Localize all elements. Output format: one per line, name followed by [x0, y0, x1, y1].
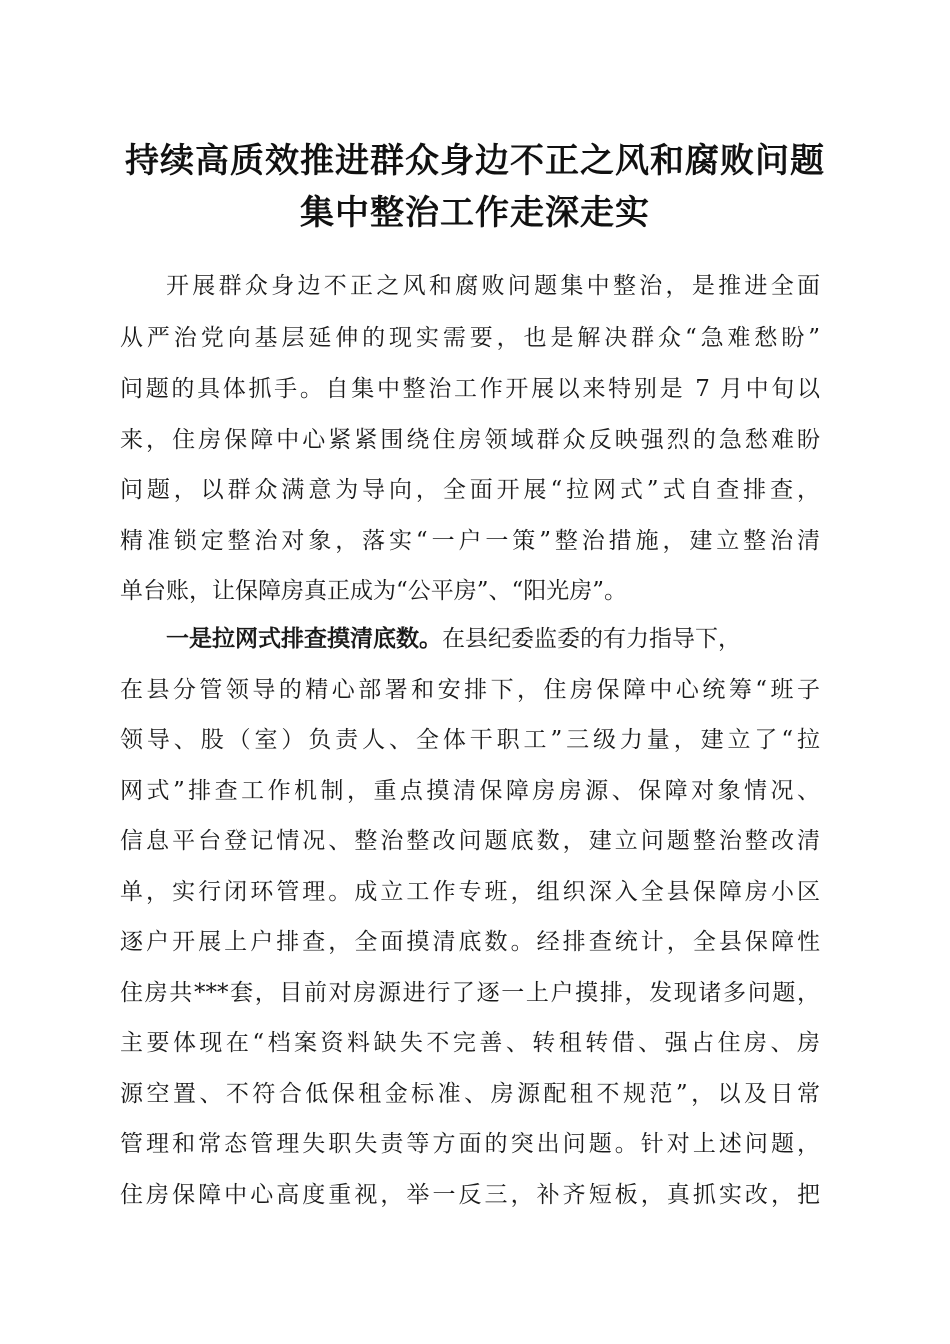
paragraph-2-first-text: 在县纪委监委的有力指导下， — [442, 626, 741, 652]
paragraph-2-line: 信息平台登记情况、整治整改问题底数，建立问题整治整改清 — [120, 828, 820, 854]
paragraph-1-line: 问题的具体抓手。自集中整治工作开展以来特别是 7 月中旬以 — [120, 376, 820, 402]
paragraph-2-line: 领导、股（室）负责人、全体干职工”三级力量，建立了“拉 — [120, 727, 820, 753]
paragraph-1-line: 来，住房保障中心紧紧围绕住房领域群众反映强烈的急愁难盼 — [120, 427, 820, 453]
paragraph-1-line: 单台账，让保障房真正成为“公平房”、“阳光房”。 — [120, 578, 628, 604]
paragraph-1-line: 从严治党向基层延伸的现实需要，也是解决群众“急难愁盼” — [120, 325, 820, 351]
paragraph-1-line: 问题，以群众满意为导向，全面开展“拉网式”式自查排查， — [120, 477, 820, 503]
paragraph-2-line: 管理和常态管理失职失责等方面的突出问题。针对上述问题， — [120, 1131, 820, 1157]
paragraph-2-heading: 一是拉网式排查摸清底数。 — [166, 625, 442, 652]
paragraph-1-line: 精准锁定整治对象，落实“一户一策”整治措施，建立整治清 — [120, 528, 820, 554]
paragraph-2-line: 逐户开展上户排查，全面摸清底数。经排查统计，全县保障性 — [120, 929, 820, 955]
paragraph-2-first-line — [166, 624, 741, 654]
paragraph-1-line: 开展群众身边不正之风和腐败问题集中整治，是推进全面 — [166, 273, 820, 299]
paragraph-2-line: 源空置、不符合低保租金标准、房源配租不规范”，以及日常 — [120, 1081, 820, 1107]
document-title-line-2: 集中整治工作走深走实 — [300, 193, 650, 233]
document-title-line-1: 持续高质效推进群众身边不正之风和腐败问题 — [125, 141, 825, 181]
paragraph-2-line: 住房共***套，目前对房源进行了逐一上户摸排，发现诸多问题， — [120, 980, 820, 1006]
paragraph-2-line: 网式”排查工作机制，重点摸清保障房房源、保障对象情况、 — [120, 778, 820, 804]
paragraph-2-line: 单，实行闭环管理。成立工作专班，组织深入全县保障房小区 — [120, 879, 820, 905]
paragraph-2-line: 主要体现在“档案资料缺失不完善、转租转借、强占住房、房 — [120, 1030, 820, 1056]
paragraph-2-line: 在县分管领导的精心部署和安排下，住房保障中心统筹“班子 — [120, 677, 820, 703]
paragraph-2-line: 住房保障中心高度重视，举一反三，补齐短板，真抓实改，把 — [120, 1182, 820, 1208]
